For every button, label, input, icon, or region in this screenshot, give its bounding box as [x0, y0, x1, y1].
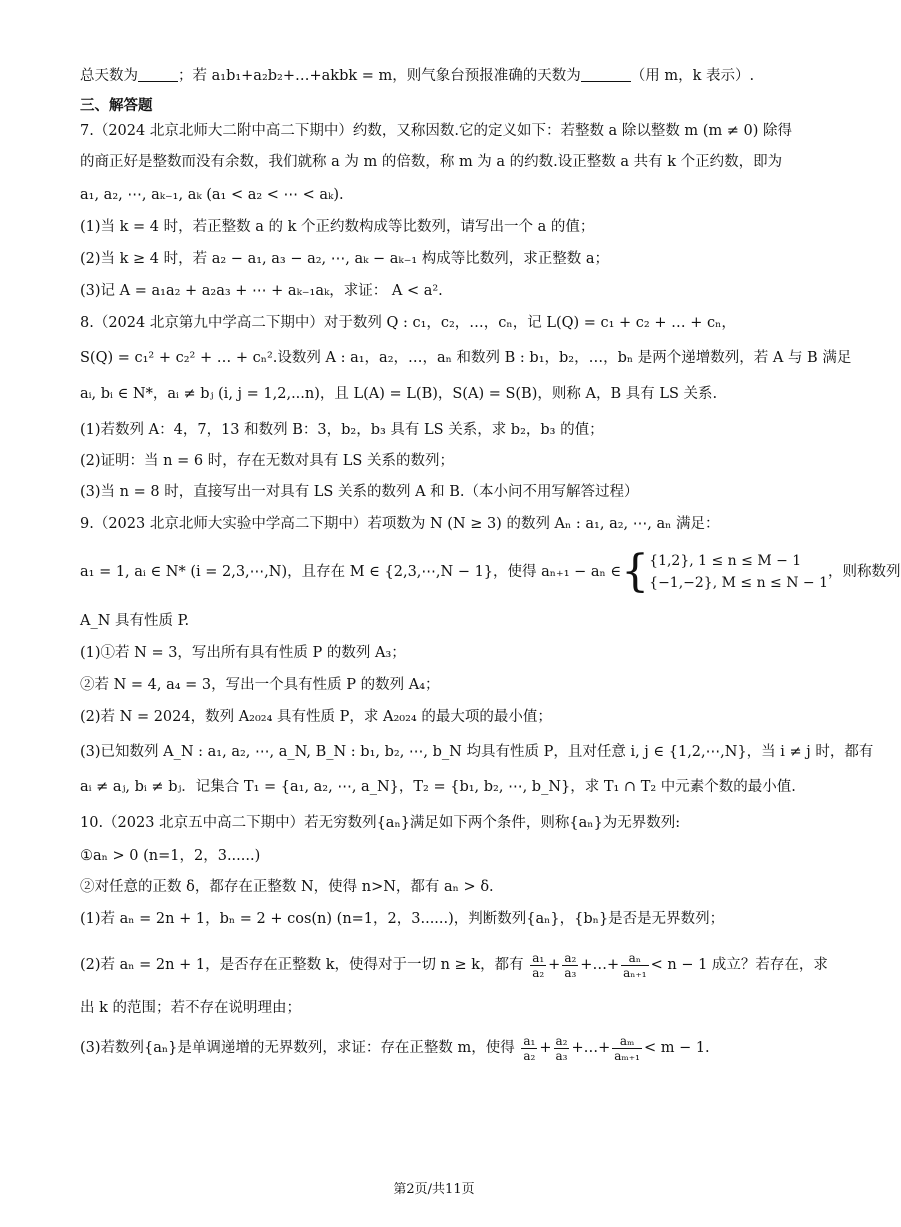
q8-line3: aᵢ, bᵢ ∈ N*，aᵢ ≠ bⱼ (i, j = 1,2,...n)，且 L(A) = L(B)，S(A) = S(B)，则称 A，B 具有 LS 关系. [80, 386, 718, 402]
q10-part1: (1)若 aₙ = 2n + 1，bₙ = 2 + cos(n) (n=1，2，3......)，判断数列{aₙ}，{bₙ}是否是无界数列； [80, 911, 725, 927]
q10-line1: 10.（2023 北京五中高二下期中）若无穷数列{aₙ}满足如下两个条件，则称{aₙ}为无界数列: [80, 815, 681, 831]
q8-line2: S(Q) = c₁² + c₂² + … + cₙ².设数列 A : a₁，a₂，…，aₙ 和数列 B : b₁，b₂，…，bₙ 是两个递增数列，若 A 与 B 满足 [80, 350, 852, 366]
q7-line1: 7.（2024 北京北师大二附中高二下期中）约数，又称因数.它的定义如下：若整数 a 除以整数 m (m ≠ 0) 除得 [80, 123, 793, 139]
piecewise-cases: {1,2}, 1 ≤ n ≤ M − 1 {−1,−2}, M ≤ n ≤ N − 1 [649, 553, 828, 591]
q10-part2-cont: 出 k 的范围；若不存在说明理由； [80, 1000, 302, 1016]
q7-part2: (2)当 k ≥ 4 时，若 a₂ − a₁, a₃ − a₂, ⋯, aₖ − aₖ₋₁ 构成等比数列，求正整数 a； [80, 251, 610, 267]
q9-line2: a₁ = 1, aᵢ ∈ N* (i = 2,3,⋯,N)，且存在 M ∈ {2,3,⋯,N − 1}，使得 aₙ₊₁ − aₙ ∈{ {1,2}, 1 ≤ n ≤ M − 1 {−1,−2}, M ≤ n ≤ N − 1 ，则称数列 [80, 546, 901, 597]
q7-line2: 的商正好是整数而没有余数，我们就称 a 为 m 的倍数，称 m 为 a 的约数.设正整数 a 共有 k 个正约数，即为 [80, 154, 783, 170]
q9-part1b: ②若 N = 4, a₄ = 3，写出一个具有性质 P 的数列 A₄； [80, 677, 440, 693]
q9-line1: 9.（2023 北京北师大实验中学高二下期中）若项数为 N (N ≥ 3) 的数列 Aₙ : a₁, a₂, ⋯, aₙ 满足： [80, 516, 720, 532]
q10-part2: (2)若 aₙ = 2n + 1，是否存在正整数 k，使得对于一切 n ≥ k，都有 $\frac{\text{a₁}}{\text{a₂}}$ + $\frac{\text{a₂}}{\text{a₃}}$ +…+ $\frac{\text{aₙ}}{\text{aₙ₊₁}}$ < n − 1 成立？若存在，求 [80, 950, 828, 980]
q10-cond2: ②对任意的正数 δ，都存在正整数 N，使得 n>N，都有 aₙ > δ. [80, 879, 494, 895]
q8-line1: 8.（2024 北京第九中学高二下期中）对于数列 Q : c₁，c₂，…，cₙ，记 L(Q) = c₁ + c₂ + … + cₙ， [80, 315, 736, 331]
q8-part3: (3)当 n = 8 时，直接写出一对具有 LS 关系的数列 A 和 B.（本小问不用写解答过程） [80, 484, 639, 500]
q9-part3b: aᵢ ≠ aⱼ, bᵢ ≠ bⱼ．记集合 T₁ = {a₁, a₂, ⋯, a_N}，T₂ = {b₁, b₂, ⋯, b_N}，求 T₁ ∩ T₂ 中元素个数的最小值. [80, 779, 796, 795]
q7-line3: a₁, a₂, ⋯, aₖ₋₁, aₖ (a₁ < a₂ < ⋯ < aₖ). [80, 187, 344, 203]
q7-part1: (1)当 k = 4 时，若正整数 a 的 k 个正约数构成等比数列，请写出一个 a 的值； [80, 219, 595, 235]
page-footer: 第2页/共11页 [393, 1182, 475, 1197]
fraction: $\frac{\text{aₙ}}{\text{aₙ₊₁}}$ [623, 950, 647, 980]
line-fill-blank: 总天数为 ；若 a₁b₁+a₂b₂+…+akbk = m，则气象台预报准确的天数为 （用 m，k 表示）. [80, 68, 755, 84]
q9-part3a: (3)已知数列 A_N : a₁, a₂, ⋯, a_N, B_N : b₁, b₂, ⋯, b_N 均具有性质 P，且对任意 i, j ∈ {1,2,⋯,N}，当 i ≠ j 时，都有 [80, 744, 874, 760]
answer-blank[interactable] [581, 67, 631, 82]
q10-cond1: ①aₙ > 0 (n=1，2，3......) [80, 848, 261, 864]
answer-blank[interactable] [138, 67, 178, 82]
fraction: $\frac{\text{a₁}}{\text{a₂}}$ [532, 950, 545, 980]
q8-part1: (1)若数列 A：4，7，13 和数列 B：3，b₂，b₃ 具有 LS 关系，求 b₂，b₃ 的值； [80, 422, 604, 438]
fraction: $\frac{\text{aₘ}}{\text{aₘ₊₁}}$ [614, 1033, 640, 1063]
section-heading: 三、解答题 [80, 98, 153, 114]
left-brace: { [621, 546, 650, 597]
q9-line3: A_N 具有性质 P. [80, 613, 190, 629]
fraction: $\frac{\text{a₁}}{\text{a₂}}$ [523, 1033, 536, 1063]
q9-part2: (2)若 N = 2024，数列 A₂₀₂₄ 具有性质 P，求 A₂₀₂₄ 的最大项的最小值； [80, 709, 552, 725]
q9-part1a: (1)①若 N = 3，写出所有具有性质 P 的数列 A₃； [80, 645, 406, 661]
q10-part3: (3)若数列{aₙ}是单调递增的无界数列，求证：存在正整数 m，使得 $\frac{\text{a₁}}{\text{a₂}}$ + $\frac{\text{a₂}}{\text{a₃}}$ +…+ $\frac{\text{aₘ}}{\text{aₘ₊₁}}$ < m − 1. [80, 1033, 710, 1063]
q8-part2: (2)证明：当 n = 6 时，存在无数对具有 LS 关系的数列； [80, 453, 454, 469]
fraction: $\frac{\text{a₂}}{\text{a₃}}$ [564, 950, 577, 980]
q7-part3: (3)记 A = a₁a₂ + a₂a₃ + ⋯ + aₖ₋₁aₖ，求证： A < a². [80, 283, 443, 299]
fraction: $\frac{\text{a₂}}{\text{a₃}}$ [555, 1033, 568, 1063]
